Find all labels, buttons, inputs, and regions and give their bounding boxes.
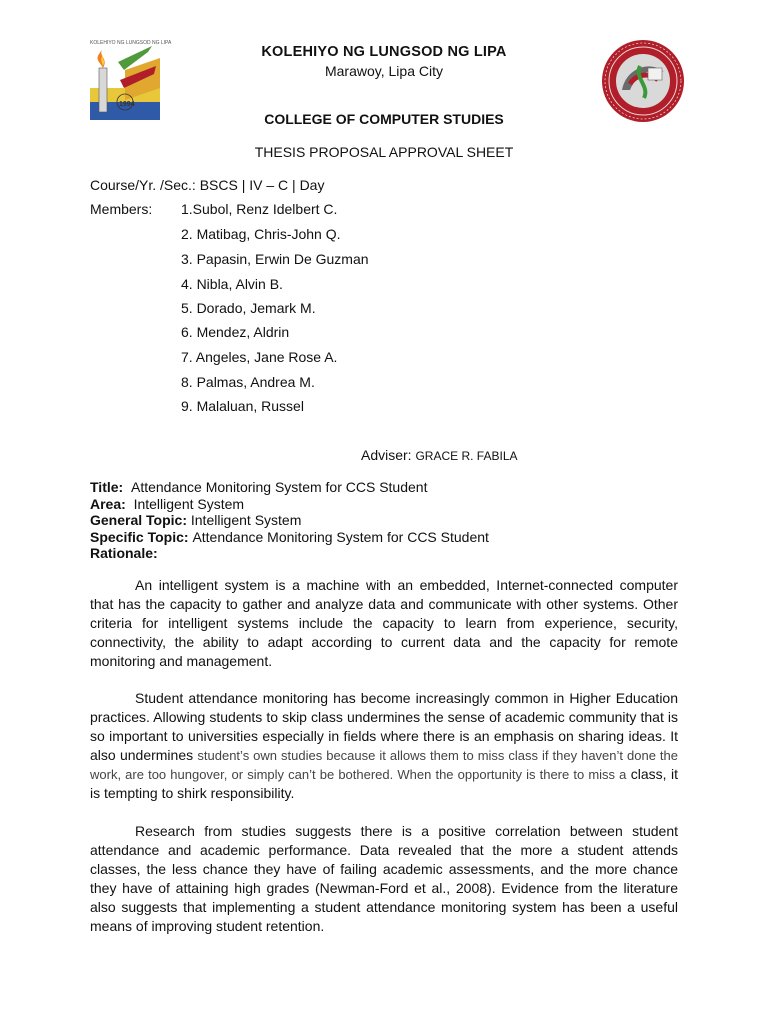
title-value: Attendance Monitoring System for CCS Student (130, 479, 428, 495)
general-topic-row (90, 512, 301, 528)
title-label: Title: (90, 479, 124, 495)
member-item: 1.Subol, Renz Idelbert C. (181, 201, 338, 217)
member-item: 8. Palmas, Andrea M. (181, 374, 315, 390)
area-row (90, 496, 244, 512)
paragraph-2-quoted-text: student’s own studies because it allows them to miss class if they haven’t done the work, are too hungover, or simply can’t be bothered. When the opportunity is there to miss a (90, 748, 678, 782)
paragraph-1-text: An intelligent system is a machine with an embedded, Internet-connected computer that has the capacity to gather and analyze data and communicate with other systems. Other criteria for intelligent systems include the capacity to learn from experience, security, connectivity, the ability to adapt according to current data and the capacity for remote monitoring and management. (90, 577, 678, 669)
paragraph-2-text-c: class, it is tempting to shirk responsibility. (90, 766, 678, 801)
sheet-title: THESIS PROPOSAL APPROVAL SHEET (254, 144, 514, 160)
rationale-paragraph-1 (90, 576, 678, 671)
member-item: 3. Papasin, Erwin De Guzman (181, 251, 369, 267)
member-item: 2. Matibag, Chris-John Q. (181, 226, 341, 242)
members-label: Members: (90, 201, 153, 217)
left-logo-caption: KOLEHIYO NG LUNGSOD NG LIPA (90, 40, 172, 46)
area-value: Intelligent System (133, 496, 245, 512)
left-logo-year: 1994 (119, 101, 135, 108)
department-name: COLLEGE OF COMPUTER STUDIES (264, 111, 504, 127)
member-item: 7. Angeles, Jane Rose A. (181, 349, 338, 365)
general-topic-label: General Topic: (90, 512, 187, 528)
paragraph-3-text: Research from studies suggests there is a positive correlation between student attendance and academic performance. Data revealed that the more a student attends classes, the less chance they have of failing academic assessments, and the more chance they have of attaining high grades (Newman-Ford et al., 2008). Evidence from the literature also suggests that implementing a student attendance monitoring system has been a useful means of improving student retention. (90, 823, 678, 934)
rationale-row (90, 545, 158, 561)
member-item: 6. Mendez, Aldrin (181, 324, 290, 340)
general-topic-value: Intelligent System (190, 512, 302, 528)
rationale-paragraph-3 (90, 822, 678, 936)
title-row (90, 479, 427, 495)
member-item: 9. Malaluan, Russel (181, 398, 304, 414)
rationale-label: Rationale: (90, 545, 158, 561)
college-name: KOLEHIYO NG LUNGSOD NG LIPA (261, 44, 507, 60)
adviser-label: Adviser: (361, 447, 412, 463)
specific-topic-value: Attendance Monitoring System for CCS Student (192, 529, 489, 545)
member-item: 5. Dorado, Jemark M. (181, 300, 316, 316)
rationale-paragraph-2 (90, 689, 678, 803)
adviser-name: GRACE R. FABILA (415, 449, 518, 463)
member-item: 4. Nibla, Alvin B. (181, 276, 283, 292)
specific-topic-row (90, 529, 489, 545)
course-line: Course/Yr. /Sec.: BSCS | IV – C | Day (90, 177, 325, 193)
college-address: Marawoy, Lipa City (324, 63, 443, 79)
paragraph-2-text-a: Student attendance monitoring has become increasingly common in Higher Education practices. Allowing students to skip class undermines the sense of academic community that is so important to universities especially in fields where there is an emphasis on sharing ideas. It also undermines (90, 690, 678, 763)
adviser-line (361, 447, 518, 463)
area-label: Area: (90, 496, 126, 512)
specific-topic-label: Specific Topic: (90, 529, 189, 545)
